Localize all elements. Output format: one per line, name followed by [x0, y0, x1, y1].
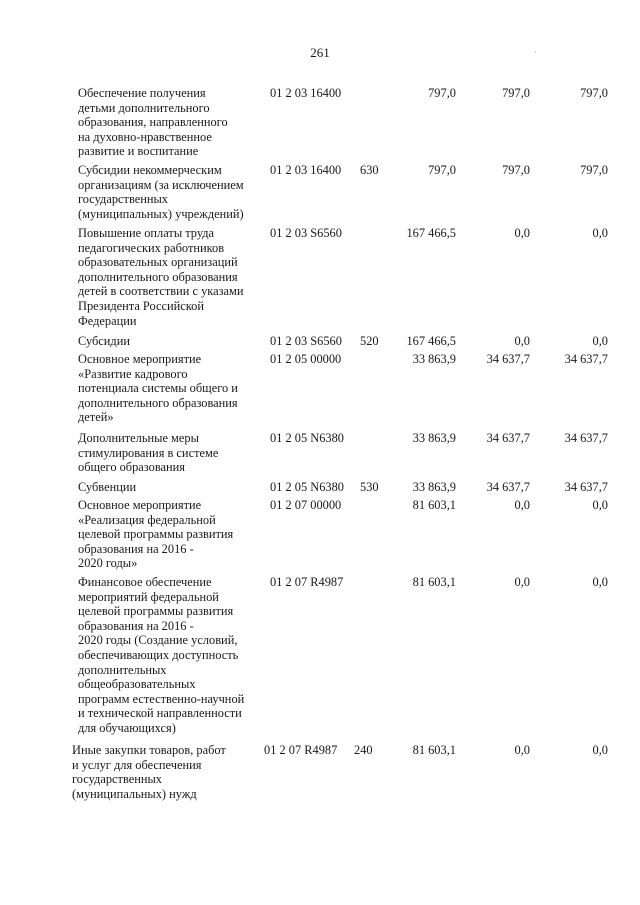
row-amount-1: 797,0	[428, 86, 456, 100]
row-description: Субвенции	[78, 480, 137, 494]
row-amount-2: 0,0	[514, 334, 530, 348]
row-amount-1: 33 863,9	[412, 480, 456, 494]
row-description: Основное мероприятие «Развитие кадрового потенциала системы общего и дополнительного образования детей»	[78, 352, 238, 425]
row-description: Повышение оплаты труда педагогических работников образовательных организаций дополнительного образования детей в соответствии с указами Президента Российской Федерации	[78, 226, 244, 328]
row-amount-1: 167 466,5	[406, 334, 456, 348]
row-code: 01 2 05 N6380	[270, 431, 344, 445]
row-code: 01 2 07 R4987	[264, 743, 338, 757]
row-amount-3: 797,0	[580, 163, 608, 177]
row-amount-3: 0,0	[592, 743, 608, 757]
row-amount-3: 0,0	[592, 334, 608, 348]
row-code: 01 2 03 S6560	[270, 334, 342, 348]
row-amount-2: 0,0	[514, 575, 530, 589]
row-amount-2: 34 637,7	[486, 480, 530, 494]
page-number: 261	[310, 45, 330, 60]
row-amount-3: 34 637,7	[564, 352, 608, 366]
row-amount-3: 797,0	[580, 86, 608, 100]
row-code: 01 2 05 N6380	[270, 480, 344, 494]
row-amount-2: 0,0	[514, 743, 530, 757]
row-amount-3: 0,0	[592, 226, 608, 240]
row-amount-1: 167 466,5	[406, 226, 456, 240]
row-amount-3: 0,0	[592, 498, 608, 512]
row-code: 01 2 03 S6560	[270, 226, 342, 240]
row-amount-2: 0,0	[514, 226, 530, 240]
row-description: Обеспечение получения детьми дополнительного образования, направленного на духовно-нравственное развитие и воспитание	[78, 86, 228, 159]
row-description: Субсидии некоммерческим организациям (за исключением государственных (муниципальных) учреждений)	[78, 163, 244, 221]
row-amount-1: 81 603,1	[412, 575, 456, 589]
row-expense-type: 530	[360, 480, 379, 494]
row-amount-2: 34 637,7	[486, 352, 530, 366]
row-amount-2: 797,0	[502, 86, 530, 100]
row-code: 01 2 03 16400	[270, 86, 342, 100]
row-amount-3: 34 637,7	[564, 480, 608, 494]
row-description: Основное мероприятие «Реализация федеральной целевой программы развития образования на 2016 - 2020 годы»	[78, 498, 234, 571]
row-amount-1: 33 863,9	[412, 352, 456, 366]
row-amount-1: 81 603,1	[412, 743, 456, 757]
row-amount-1: 81 603,1	[412, 498, 456, 512]
row-code: 01 2 03 16400	[270, 163, 342, 177]
row-amount-2: 0,0	[514, 498, 530, 512]
row-expense-type: 520	[360, 334, 379, 348]
row-amount-1: 797,0	[428, 163, 456, 177]
row-amount-1: 33 863,9	[412, 431, 456, 445]
row-description: Финансовое обеспечение мероприятий федеральной целевой программы развития образования на 2016 - 2020 годы (Создание условий, обеспечивающих доступность дополнительных общеобразовательных программ естественно-научной и технической направленности для обучающихся)	[78, 575, 245, 735]
row-code: 01 2 05 00000	[270, 352, 342, 366]
row-description: Иные закупки товаров, работ и услуг для обеспечения государственных (муниципальных) нужд	[72, 743, 226, 801]
row-amount-3: 0,0	[592, 575, 608, 589]
row-amount-2: 34 637,7	[486, 431, 530, 445]
row-amount-3: 34 637,7	[564, 431, 608, 445]
row-expense-type: 240	[354, 743, 373, 757]
row-code: 01 2 07 00000	[270, 498, 342, 512]
row-code: 01 2 07 R4987	[270, 575, 344, 589]
row-amount-2: 797,0	[502, 163, 530, 177]
row-expense-type: 630	[360, 163, 379, 177]
scan-mark: ·	[534, 48, 537, 57]
row-description: Дополнительные меры стимулирования в системе общего образования	[78, 431, 219, 475]
row-description: Субсидии	[78, 334, 130, 348]
